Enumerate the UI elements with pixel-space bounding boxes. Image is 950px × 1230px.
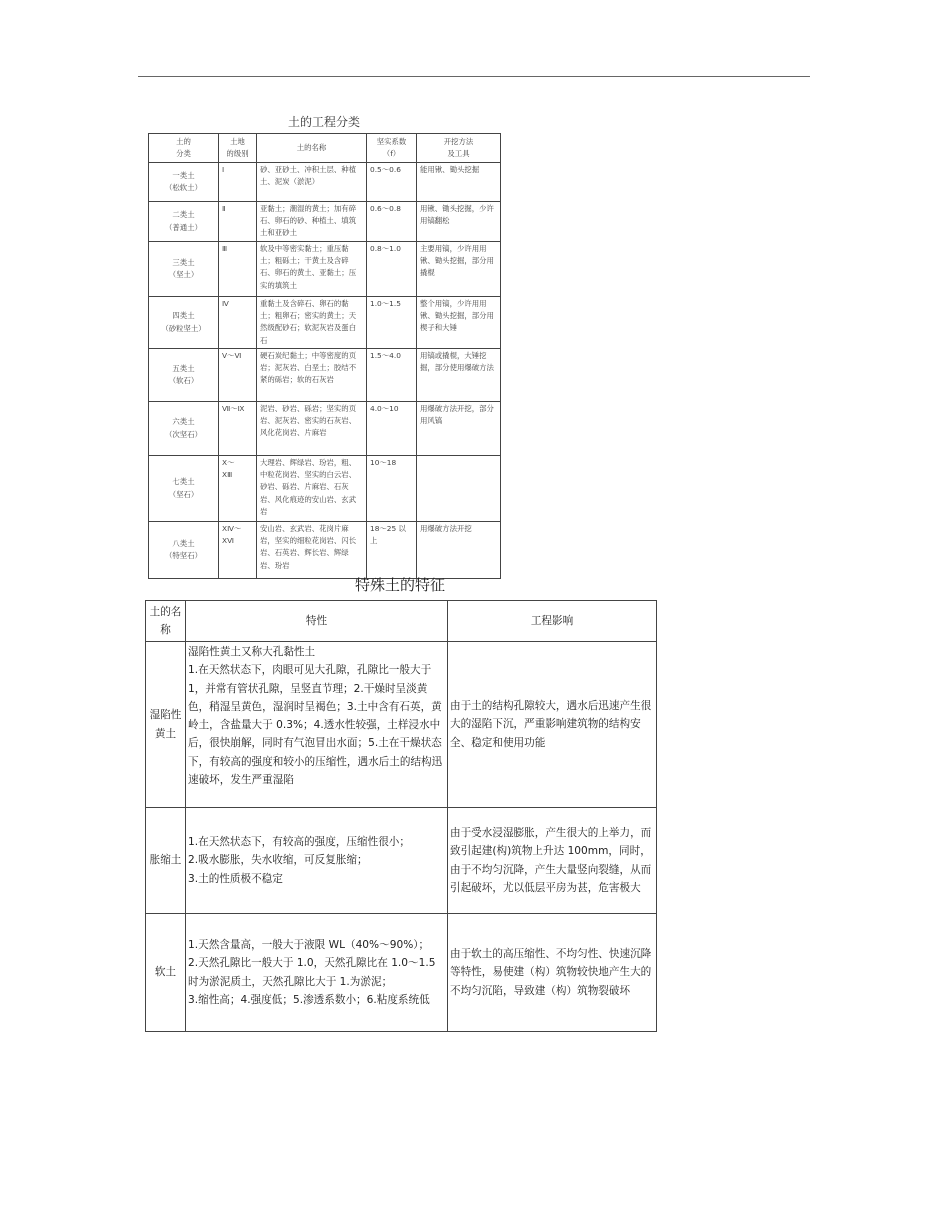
soil-classification-table [148, 133, 501, 579]
table1-header-cell: 土的 分类 [149, 134, 219, 163]
table1-header-row [149, 134, 501, 163]
soil-level-cell: Ⅴ～Ⅵ [219, 349, 257, 402]
soil-class-cell: 七类土 （坚石） [149, 456, 219, 522]
table-row [149, 242, 501, 297]
soil-level-cell: Ⅳ [219, 297, 257, 349]
excavation-method-cell [417, 456, 501, 522]
soil-level-cell: ⅩⅣ～ ⅩⅥ [219, 522, 257, 579]
soil-name-cell: 大理岩、辉绿岩、玢岩，粗、中粒花岗岩、坚实的白云岩、砂岩、砾岩、片麻岩、石灰岩、风化痕迹的安山岩、玄武岩 [257, 456, 367, 522]
table-row [146, 642, 657, 808]
table2-header-row [146, 601, 657, 642]
soil-name-cell: 胀缩土 [146, 808, 186, 914]
soil-name-cell: 砂、亚砂土、冲积土层、种植土、泥炭（淤泥） [257, 163, 367, 202]
soil-name-cell: 软土 [146, 914, 186, 1032]
soil-class-cell: 六类土 （次坚石） [149, 402, 219, 456]
soil-trait-cell: 湿陷性黄土又称大孔黏性土 1.在天然状态下，肉眼可见大孔隙，孔隙比一般大于 1，并常有管状孔隙，呈竖直节理；2.干燥时呈淡黄色，稍湿呈黄色，湿润时呈褐色；3.土中含有石英，黄岭土，含盐量大于 0.3%；4.透水性较强，土样浸水中后，很快崩解，同时有气泡冒出水面；5.土在干燥状态下，有较高的强度和较小的压缩性，遇水后土的结构迅速破坏，发生严重湿陷 [186, 642, 448, 808]
soil-class-cell: 八类土 （特坚石） [149, 522, 219, 579]
soil-trait-cell: 1.天然含量高，一般大于液限 WL（40%～90%）； 2.天然孔隙比一般大于 1.0，天然孔隙比在 1.0～1.5 时为淤泥质土，天然孔隙比大于 1.为淤泥； 3.缩性高；4.强度低；5.渗透系数小；6.粘度系统低 [186, 914, 448, 1032]
soil-name-cell: 湿陷性黄土 [146, 642, 186, 808]
table1-header-cell: 开挖方法 及工具 [417, 134, 501, 163]
soil-name-cell: 软及中等密实黏土；重压黏土；粗砾土；干黄土及含碎石、卵石的黄土、亚黏土；压实的填筑土 [257, 242, 367, 297]
soil-name-cell: 亚黏土；潮湿的黄土；加有碎石、卵石的砂、种植土、填筑土和亚砂土 [257, 202, 367, 242]
firmness-coef-cell: 0.5～0.6 [367, 163, 417, 202]
excavation-method-cell: 整个用镐，少许用用锹、锄头挖掘，部分用楔子和大锤 [417, 297, 501, 349]
table1-header-cell: 坚实系数 （f） [367, 134, 417, 163]
excavation-method-cell: 主要用镐，少许用用锹、锄头挖掘，部分用撬棍 [417, 242, 501, 297]
table2-header-cell: 工程影响 [448, 601, 657, 642]
table-row [149, 297, 501, 349]
firmness-coef-cell: 10～18 [367, 456, 417, 522]
soil-level-cell: Ⅹ～ ⅩⅢ [219, 456, 257, 522]
soil-class-cell: 一类土 （松软土） [149, 163, 219, 202]
table-row [149, 522, 501, 579]
firmness-coef-cell: 18～25 以上 [367, 522, 417, 579]
table2-header-cell: 土的名称 [146, 601, 186, 642]
soil-class-cell: 三类土 （坚土） [149, 242, 219, 297]
soil-trait-cell: 1.在天然状态下，有较高的强度，压缩性很小； 2.吸水膨胀，失水收缩，可反复胀缩； 3.土的性质极不稳定 [186, 808, 448, 914]
table-row [149, 456, 501, 522]
soil-class-cell: 五类土 （软石） [149, 349, 219, 402]
firmness-coef-cell: 1.5～4.0 [367, 349, 417, 402]
table1-header-cell: 土的名称 [257, 134, 367, 163]
table2-header-cell: 特性 [186, 601, 448, 642]
table-row [149, 349, 501, 402]
firmness-coef-cell: 1.0～1.5 [367, 297, 417, 349]
soil-name-cell: 重黏土及含碎石、卵石的黏土；粗卵石；密实的黄土；天然级配砂石；软泥灰岩及蛋白石 [257, 297, 367, 349]
table-row [146, 914, 657, 1032]
soil-name-cell: 硬石炭纪黏土；中等密度的页岩；泥灰岩、白垩土；胶结不紧的砾岩；软的石灰岩 [257, 349, 367, 402]
table-row [149, 163, 501, 202]
excavation-method-cell: 用爆破方法开挖，部分用风镐 [417, 402, 501, 456]
special-soil-table [145, 600, 657, 1032]
firmness-coef-cell: 0.6～0.8 [367, 202, 417, 242]
soil-level-cell: Ⅰ [219, 163, 257, 202]
excavation-method-cell: 用锹、锄头挖掘，少许用镐翻松 [417, 202, 501, 242]
firmness-coef-cell: 4.0～10 [367, 402, 417, 456]
engineering-impact-cell: 由于土的结构孔隙较大，遇水后迅速产生很大的湿陷下沉，严重影响建筑物的结构安全、稳定和使用功能 [448, 642, 657, 808]
excavation-method-cell: 用镐或撬棍，大锤挖掘，部分使用爆破方法 [417, 349, 501, 402]
excavation-method-cell: 用爆破方法开挖 [417, 522, 501, 579]
table-row [149, 402, 501, 456]
soil-level-cell: Ⅲ [219, 242, 257, 297]
soil-class-cell: 四类土 （砂粒坚土） [149, 297, 219, 349]
excavation-method-cell: 能用锹、锄头挖掘 [417, 163, 501, 202]
table-row [149, 202, 501, 242]
soil-class-cell: 二类土 （普通土） [149, 202, 219, 242]
engineering-impact-cell: 由于受水浸湿膨胀，产生很大的上举力，而致引起建(构)筑物上升达 100mm，同时，由于不均匀沉降，产生大量竖向裂缝，从而引起破坏，尤以低层平房为甚，危害极大 [448, 808, 657, 914]
engineering-impact-cell: 由于软土的高压缩性、不均匀性、快速沉降等特性，易使建（构）筑物较快地产生大的不均匀沉陷，导致建（构）筑物裂破坏 [448, 914, 657, 1032]
soil-level-cell: Ⅶ～Ⅸ [219, 402, 257, 456]
table-row [146, 808, 657, 914]
table2-title: 特殊土的特征 [354, 576, 445, 594]
soil-name-cell: 泥岩、砂岩、砾岩；坚实的页岩、泥灰岩、密实的石灰岩、风化花岗岩、片麻岩 [257, 402, 367, 456]
top-rule [138, 76, 810, 77]
soil-name-cell: 安山岩、玄武岩、花岗片麻岩，坚实的细粒花岗岩、闪长岩、石英岩、辉长岩、辉绿岩、玢岩 [257, 522, 367, 579]
table1-title: 土的工程分类 [287, 115, 360, 129]
soil-level-cell: Ⅱ [219, 202, 257, 242]
firmness-coef-cell: 0.8～1.0 [367, 242, 417, 297]
table1-header-cell: 土地 的级别 [219, 134, 257, 163]
